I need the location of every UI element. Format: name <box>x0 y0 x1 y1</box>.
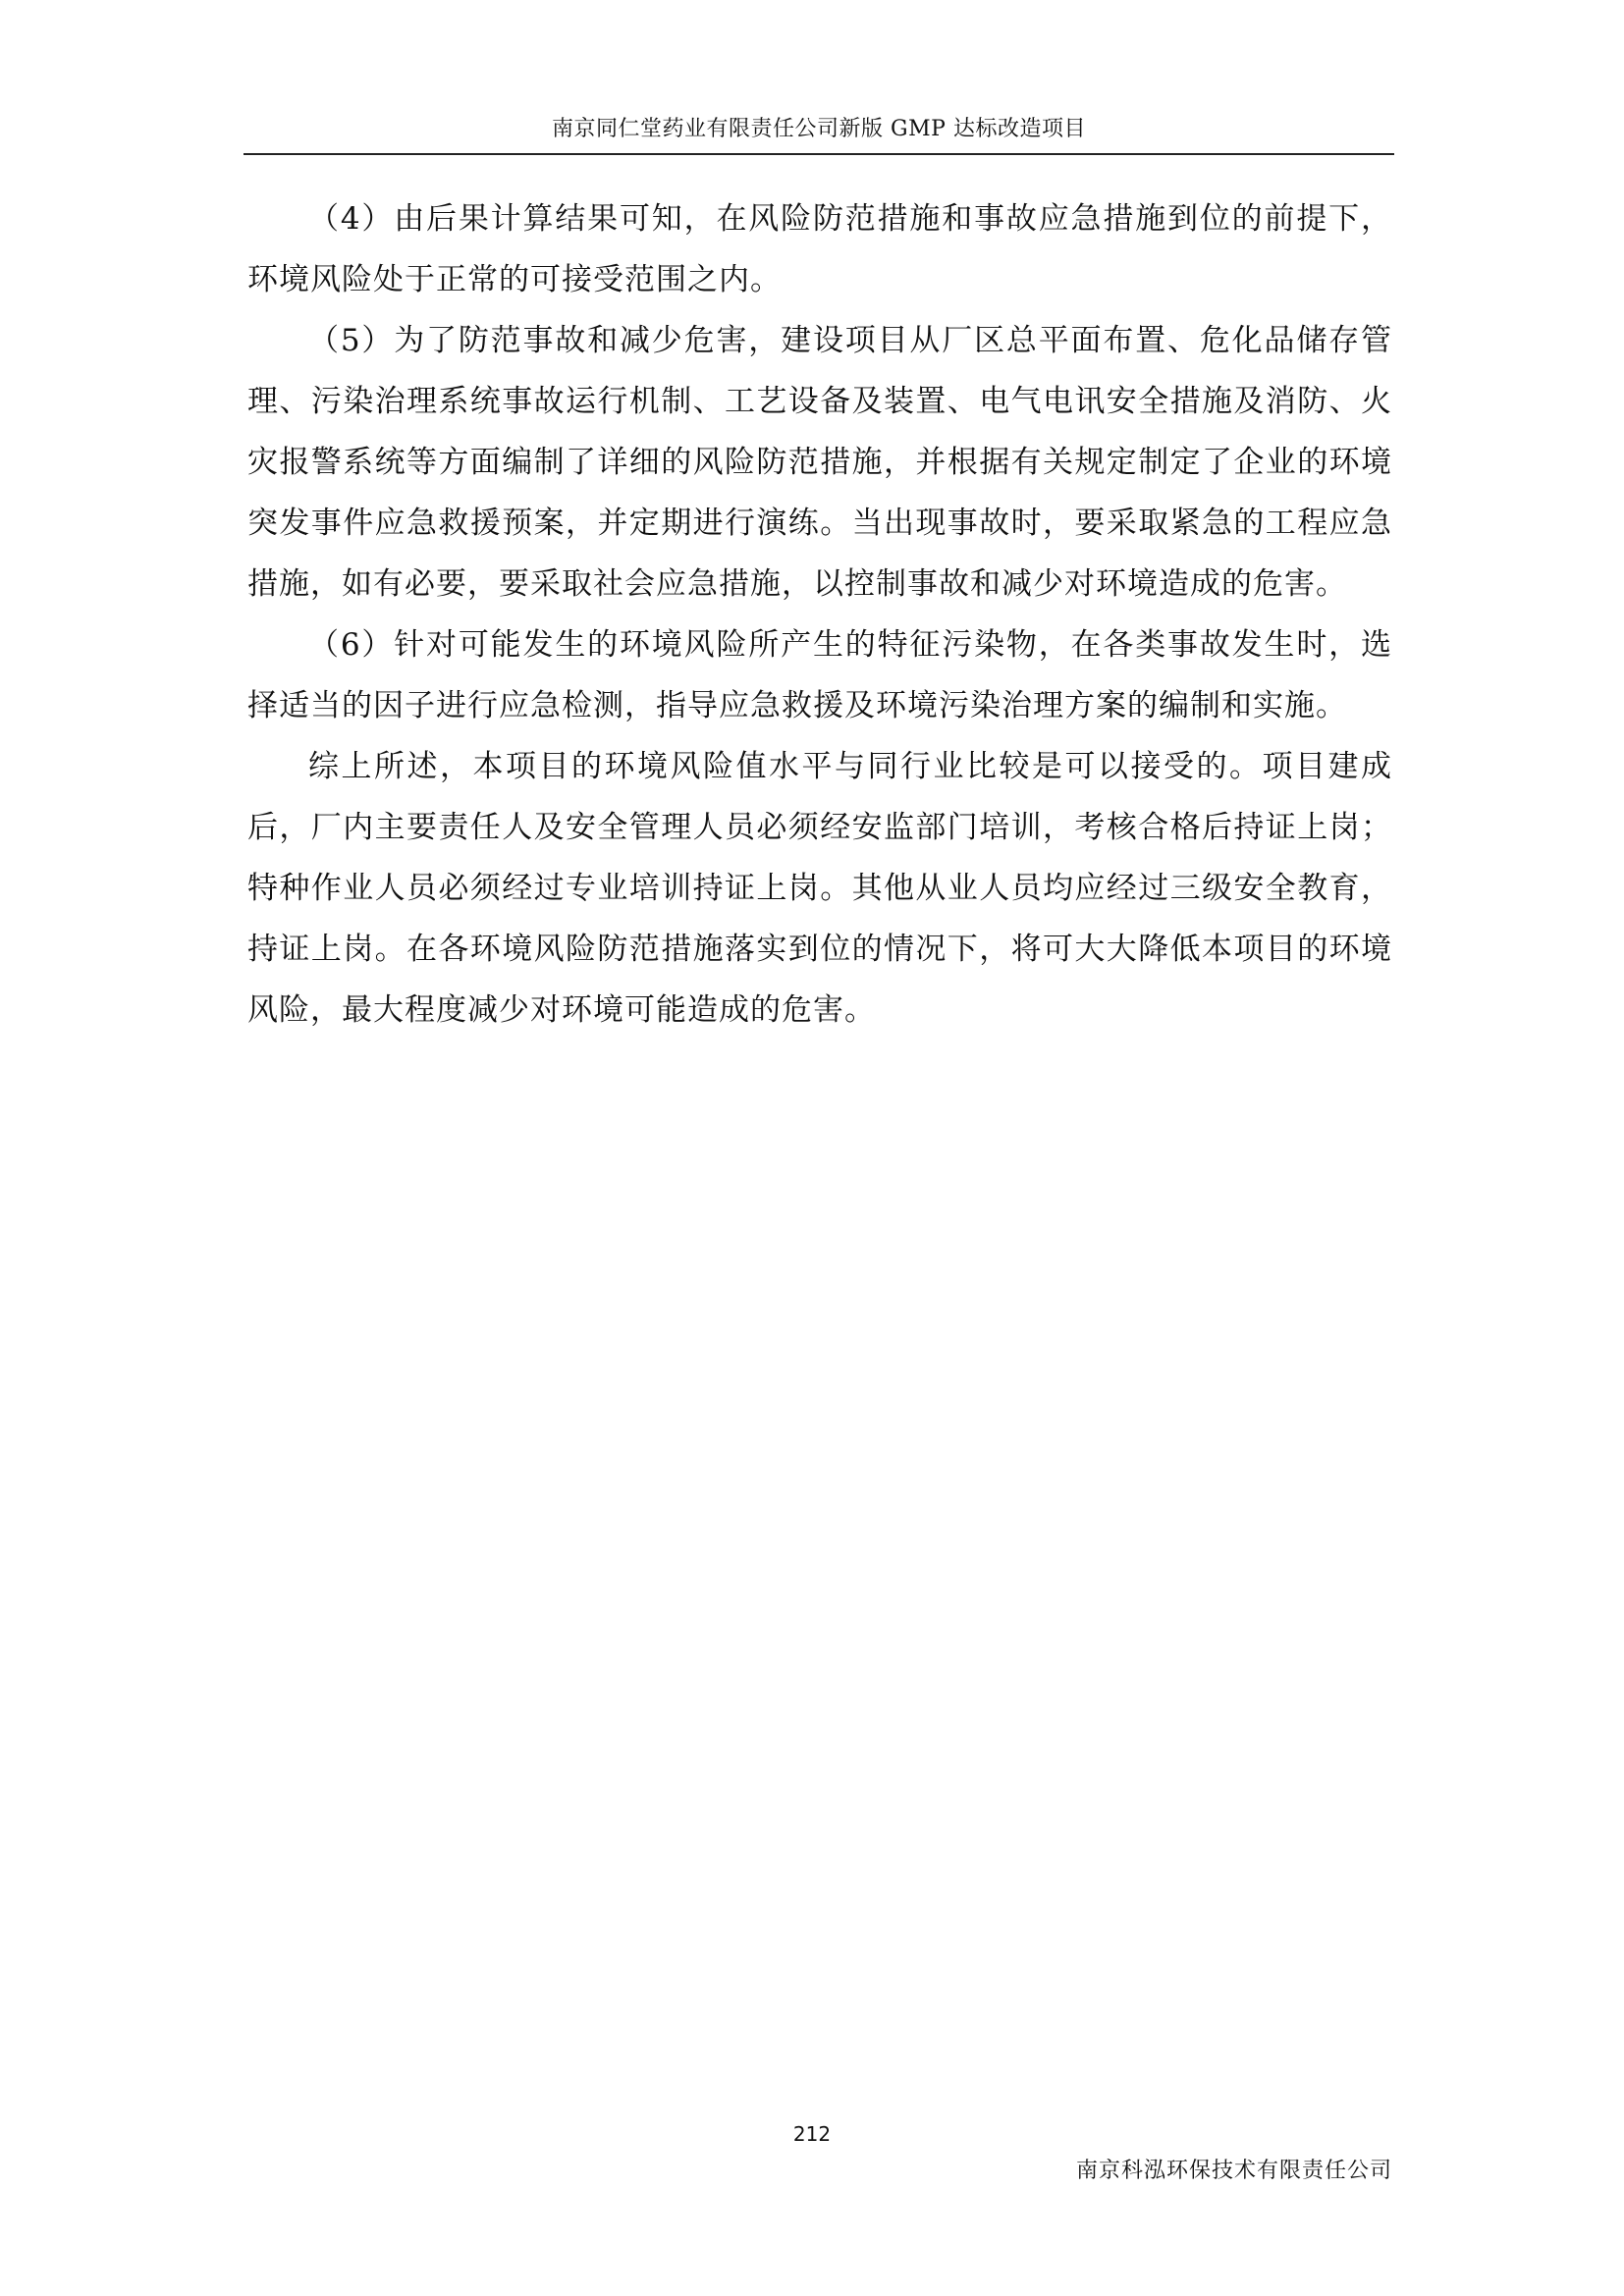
page-number: 212 <box>792 2122 832 2146</box>
paragraph-conclusion-4: （4）由后果计算结果可知，在风险防范措施和事故应急措施到位的前提下，环境风险处于正常的可接受范围之内。 <box>247 201 1392 297</box>
paragraph-conclusion-6: （6）针对可能发生的环境风险所产生的特征污染物，在各类事故发生时，选择适当的因子进行应急检测，指导应急救援及环境污染治理方案的编制和实施。 <box>247 627 1392 723</box>
paragraph-summary: 综上所述，本项目的环境风险值水平与同行业比较是可以接受的。项目建成后，厂内主要责任人及安全管理人员必须经安监部门培训，考核合格后持证上岗；特种作业人员必须经过专业培训持证上岗。其他从业人员均应经过三级安全教育，持证上岗。在各环境风险防范措施落实到位的情况下，将可大大降低本项目的环境风险，最大程度减少对环境可能造成的危害。 <box>247 749 1392 1028</box>
paragraph-conclusion-5: （5）为了防范事故和减少危害，建设项目从厂区总平面布置、危化品储存管理、污染治理系统事故运行机制、工艺设备及装置、电气电讯安全措施及消防、火灾报警系统等方面编制了详细的风险防范措施，并根据有关规定制定了企业的环境突发事件应急救援预案，并定期进行演练。当出现事故时，要采取紧急的工程应急措施，如有必要，要采取社会应急措施，以控制事故和减少对环境造成的危害。 <box>247 323 1392 602</box>
header-title: 南京同仁堂药业有限责任公司新版 GMP 达标改造项目 <box>552 117 1086 141</box>
footer-company: 南京科泓环保技术有限责任公司 <box>1075 2159 1392 2183</box>
document-body <box>247 188 1392 1041</box>
page-header <box>244 110 1394 155</box>
